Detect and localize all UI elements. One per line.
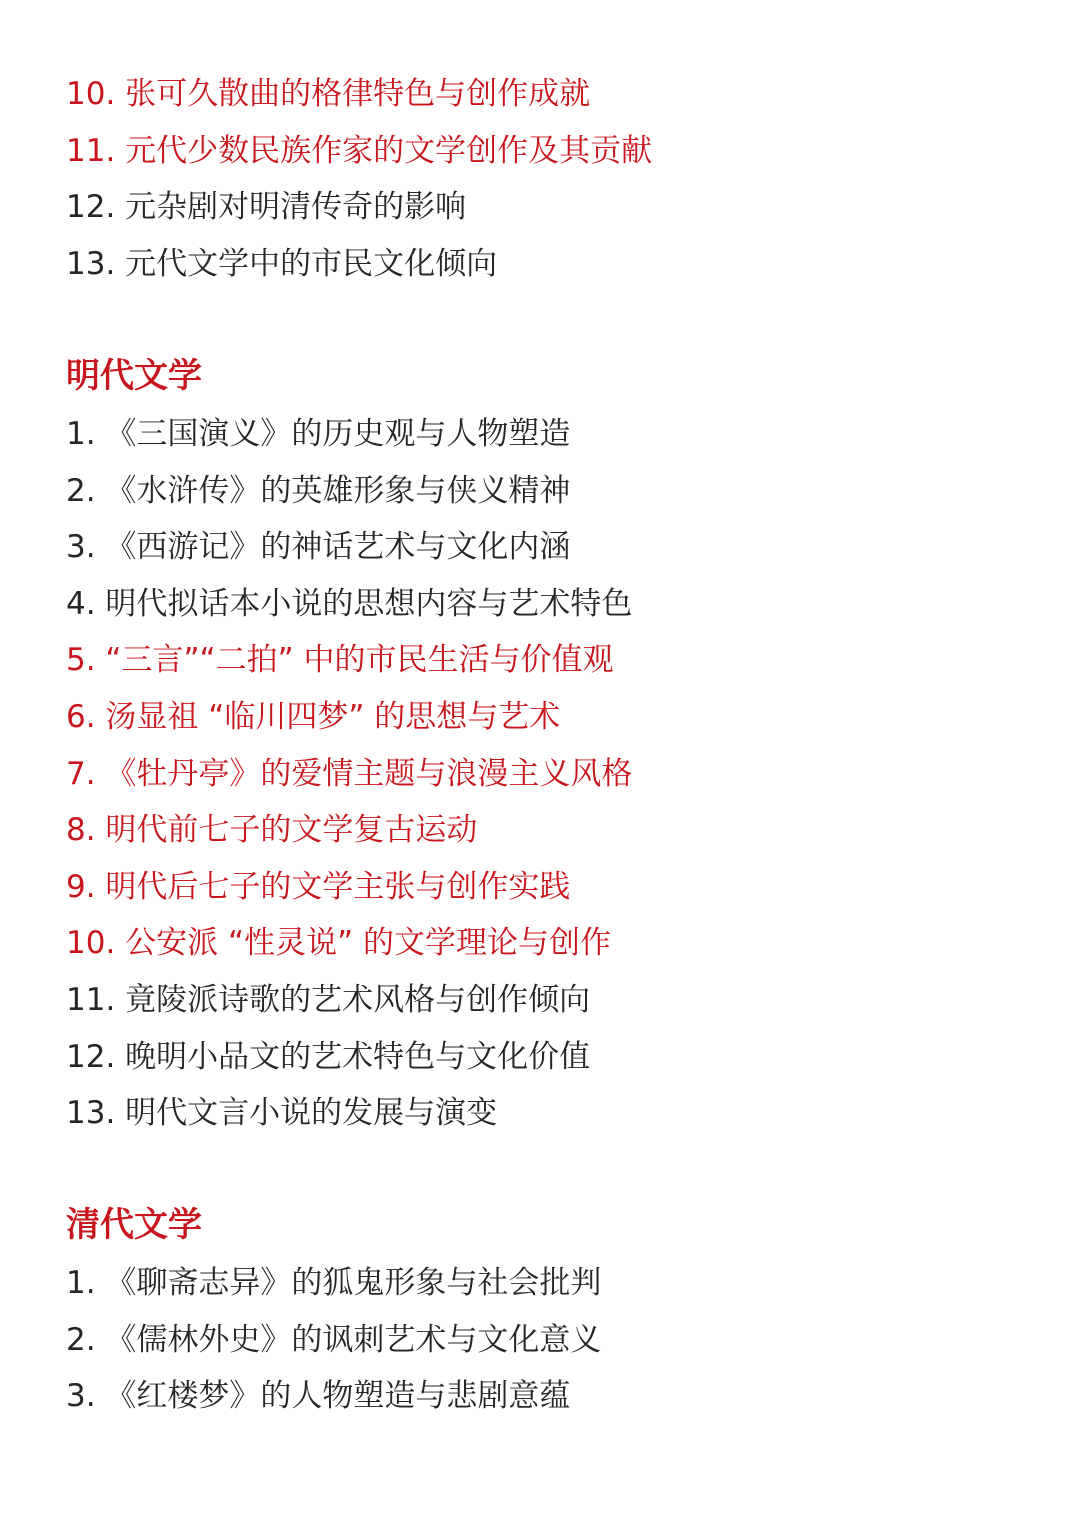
list-item: 9. 明代后七子的文学主张与创作实践 <box>66 868 571 905</box>
list-item: 11. 元代少数民族作家的文学创作及其贡献 <box>66 132 653 169</box>
list-item: 3. 《西游记》的神话艺术与文化内涵 <box>66 529 571 566</box>
list-item: 12. 晚明小品文的艺术特色与文化价值 <box>66 1038 591 1075</box>
list-item: 10. 张可久散曲的格律特色与创作成就 <box>66 76 591 112</box>
list-item: 2. 《儒林外史》的讽刺艺术与文化意义 <box>66 1321 602 1358</box>
qing-literature-section <box>66 1195 1026 1425</box>
ming-literature-section <box>66 346 1026 1142</box>
list-item: 8. 明代前七子的文学复古运动 <box>66 812 478 849</box>
list-item: 10. 公安派 “性灵说” 的文学理论与创作 <box>66 925 611 962</box>
section-heading: 清代文学 <box>66 1205 202 1245</box>
list-item: 3. 《红楼梦》的人物塑造与悲剧意蕴 <box>66 1378 571 1415</box>
list-item: 13. 明代文言小说的发展与演变 <box>66 1095 498 1132</box>
section-heading: 明代文学 <box>66 356 202 396</box>
list-item: 5. “三言”“二拍” 中的市民生活与价值观 <box>66 642 614 679</box>
list-item: 1. 《聊斋志异》的狐鬼形象与社会批判 <box>66 1265 602 1301</box>
list-item: 13. 元代文学中的市民文化倾向 <box>66 245 498 282</box>
list-item: 2. 《水浒传》的英雄形象与侠义精神 <box>66 472 571 509</box>
list-item: 1. 《三国演义》的历史观与人物塑造 <box>66 416 571 452</box>
yuan-literature-section <box>66 66 1026 292</box>
list-item: 4. 明代拟话本小说的思想内容与艺术特色 <box>66 585 633 622</box>
list-item: 7. 《牡丹亭》的爱情主题与浪漫主义风格 <box>66 755 633 792</box>
list-item: 6. 汤显祖 “临川四梦” 的思想与艺术 <box>66 698 561 735</box>
list-item: 11. 竟陵派诗歌的艺术风格与创作倾向 <box>66 981 591 1018</box>
list-item: 12. 元杂剧对明清传奇的影响 <box>66 189 467 226</box>
